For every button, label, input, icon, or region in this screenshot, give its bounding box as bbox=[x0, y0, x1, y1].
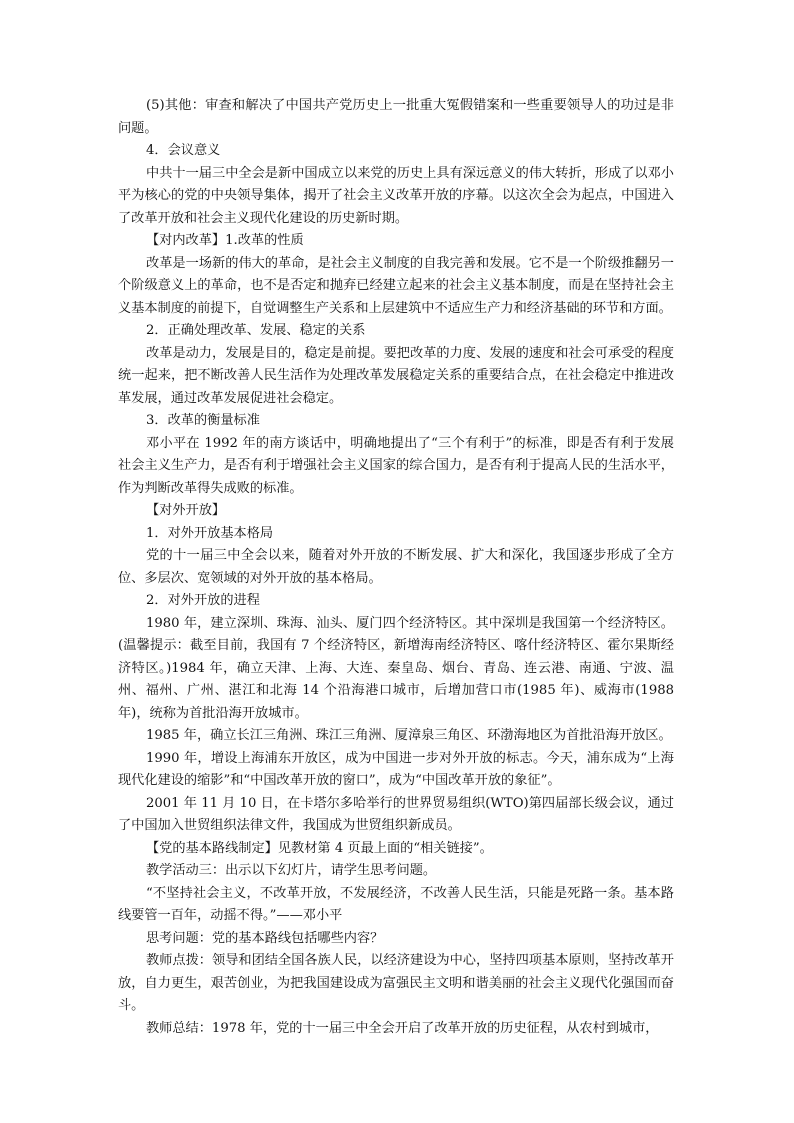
paragraph-opening-pattern: 党的十一届三中全会以来，随着对外开放的不断发展、扩大和深化，我国逐步形成了全方位、多层次、宽领域的对外开放的基本格局。 bbox=[118, 548, 674, 586]
heading-reform-standard: 3．改革的衡量标准 bbox=[146, 413, 260, 428]
heading-opening-pattern: 1．对外开放基本格局 bbox=[146, 525, 274, 541]
paragraph-meeting-significance: 中共十一届三中全会是新中国成立以来党的历史上具有深远意义的伟大转折，形成了以邓小平为核心的党的中央领导集体，揭开了社会主义改革开放的序幕。以这次全会为起点，中国进入了改革开放和社会主义现代化建设的历史新时期。 bbox=[118, 165, 674, 226]
heading-opening-process: 2．对外开放的进程 bbox=[146, 593, 260, 608]
heading-basic-line: 【党的基本路线制定】见教材第 4 页最上面的“相关链接”。 bbox=[146, 840, 493, 856]
paragraph-activity-three: 教学活动三：出示以下幻灯片，请学生思考问题。 bbox=[146, 863, 437, 878]
paragraph-teacher-summary: 教师总结：1978 年，党的十一届三中全会开启了改革开放的历史征程，从农村到城市， bbox=[146, 1020, 659, 1036]
paragraph-1990-pudong: 1990 年，增设上海浦东开放区，成为中国进一步对外开放的标志。今天，浦东成为“上海现代化建设的缩影”和“中国改革开放的窗口”，成为“中国改革开放的象征”。 bbox=[118, 750, 674, 788]
heading-opening-up: 【对外开放】 bbox=[146, 503, 226, 518]
paragraph-1980-zones: 1980 年，建立深圳、珠海、汕头、厦门四个经济特区。其中深圳是我国第一个经济特区。(温馨提示：截至目前，我国有 7 个经济特区，新增海南经济特区、喀什经济特区、霍尔果斯经济特区。)1984 年，确立天津、上海、大连、秦皇岛、烟台、青岛、连云港、南通、宁波、温州、福州、广州、湛江和北海 14 个沿海港口城市，后增加营口市(1985 年)、威海市(1988 年)，统称为首批沿海开放城市。 bbox=[118, 615, 674, 721]
paragraph-other-outcomes: (5)其他：审查和解决了中国共产党历史上一批重大冤假错案和一些重要领导人的功过是非问题。 bbox=[118, 98, 674, 136]
document-body bbox=[118, 95, 674, 1040]
heading-reform-relations: 2．正确处理改革、发展、稳定的关系 bbox=[146, 323, 366, 338]
paragraph-2001-wto: 2001 年 11 月 10 日，在卡塔尔多哈举行的世界贸易组织(WTO)第四届部长级会议，通过了中国加入世贸组织法律文件，我国成为世贸组织新成员。 bbox=[118, 795, 674, 833]
paragraph-reform-nature: 改革是一场新的伟大的革命，是社会主义制度的自我完善和发展。它不是一个阶级推翻另一个阶级意义上的革命，也不是否定和抛弃已经建立起来的社会主义基本制度，而是在坚持社会主义基本制度的前提下，自觉调整生产关系和上层建筑中不适应生产力和经济基础的环节和方面。 bbox=[118, 255, 674, 316]
paragraph-deng-quote: “不坚持社会主义，不改革开放，不发展经济，不改善人民生活，只能是死路一条。基本路线要管一百年，动摇不得。”——邓小平 bbox=[118, 885, 674, 923]
heading-internal-reform: 【对内改革】1.改革的性质 bbox=[146, 233, 304, 248]
paragraph-reform-standard: 邓小平在 1992 年的南方谈话中，明确地提出了“三个有利于”的标准，即是否有利于发展社会主义生产力，是否有利于增强社会主义国家的综合国力，是否有利于提高人民的生活水平，作为判断改革得失成败的标准。 bbox=[118, 435, 674, 496]
paragraph-teacher-guidance: 教师点拨：领导和团结全国各族人民，以经济建设为中心，坚持四项基本原则，坚持改革开放，自力更生，艰苦创业，为把我国建设成为富强民主文明和谐美丽的社会主义现代化强国而奋斗。 bbox=[118, 953, 674, 1013]
paragraph-question: 思考问题：党的基本路线包括哪些内容？ bbox=[146, 930, 384, 946]
paragraph-1985-areas: 1985 年，确立长江三角洲、珠江三角洲、厦漳泉三角区、环渤海地区为首批沿海开放区。 bbox=[146, 728, 672, 743]
paragraph-reform-relations: 改革是动力，发展是目的，稳定是前提。要把改革的力度、发展的速度和社会可承受的程度统一起来，把不断改善人民生活作为处理改革发展稳定关系的重要结合点，在社会稳定中推进改革发展，通过改革发展促进社会稳定。 bbox=[118, 345, 674, 406]
heading-meeting-significance: 4．会议意义 bbox=[146, 143, 221, 158]
